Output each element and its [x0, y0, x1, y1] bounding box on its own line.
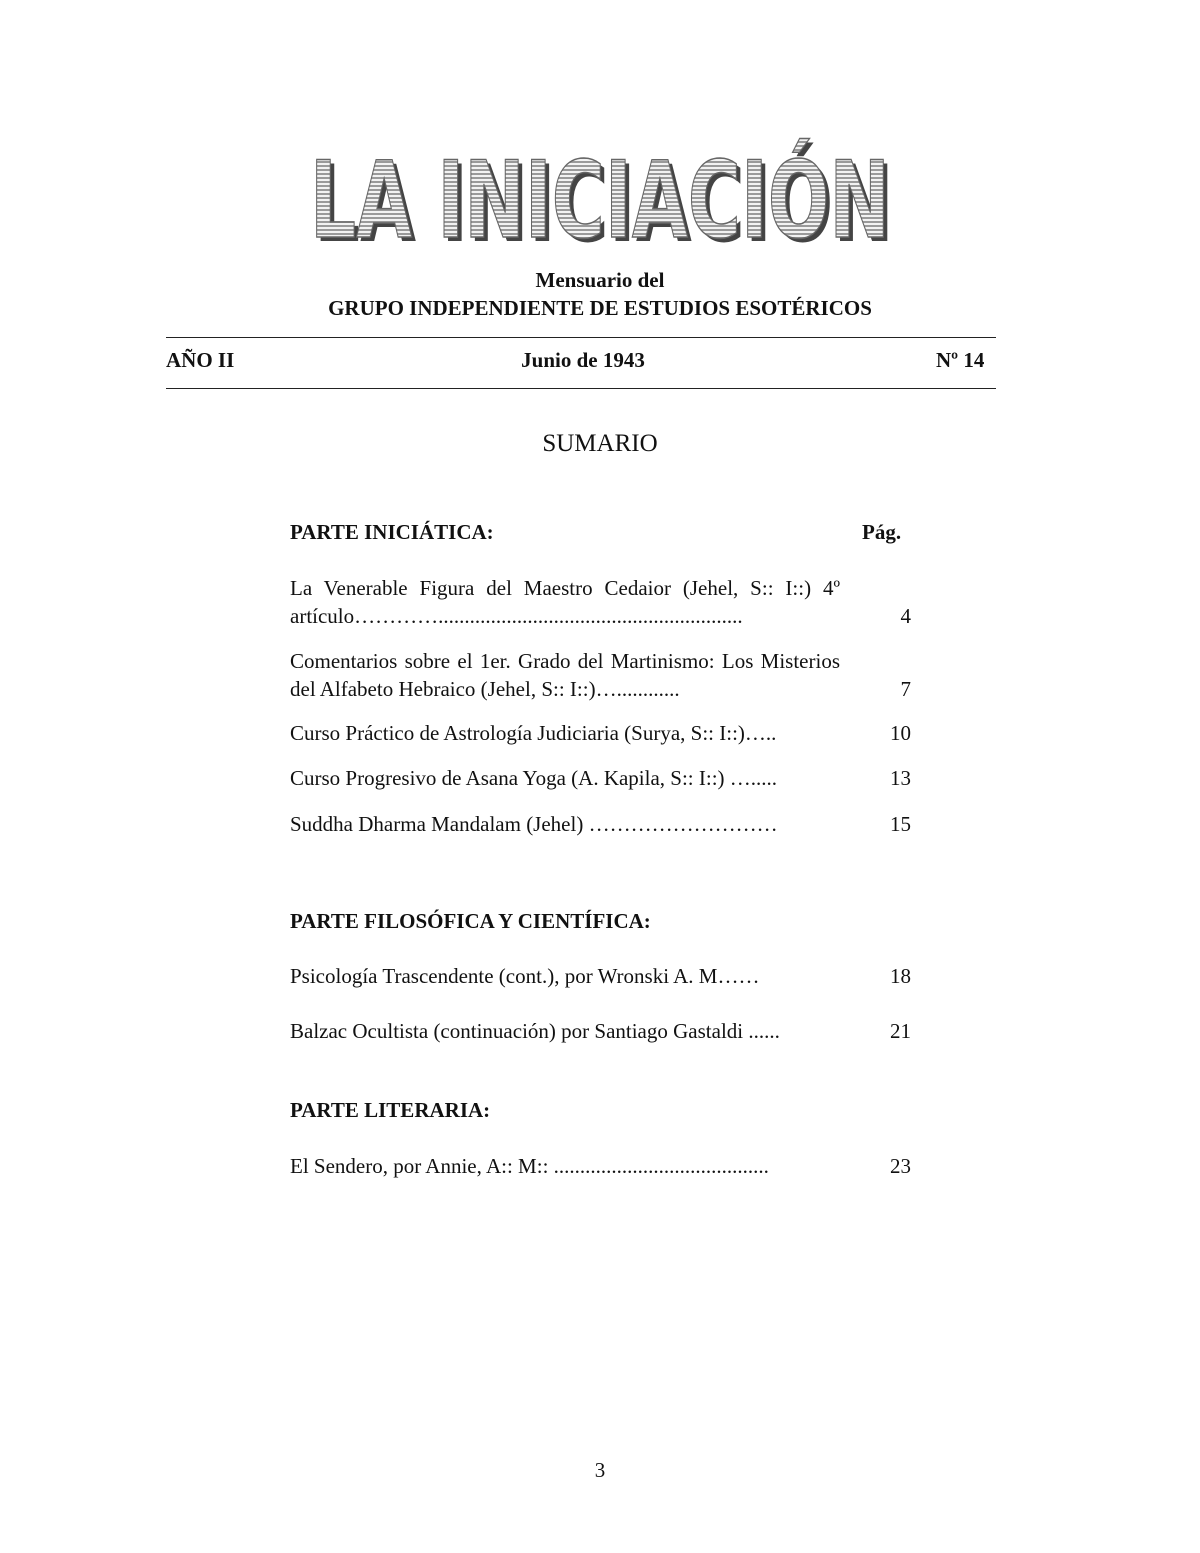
page-folio: 3: [594, 1458, 606, 1482]
toc-entry: Curso Práctico de Astrología Judiciaria (Surya, S:: I::)…..: [290, 721, 777, 745]
toc-entry: La Venerable Figura del Maestro Cedaior (Jehel, S:: I::) 4º artículo…………..........................................................: [290, 576, 840, 628]
header-rule-bottom: [166, 388, 996, 389]
publisher-name: GRUPO INDEPENDIENTE DE ESTUDIOS ESOTÉRICOS: [328, 296, 872, 320]
toc-entry: Psicología Trascendente (cont.), por Wronski A. M……: [290, 964, 760, 988]
toc-entry: Comentarios sobre el 1er. Grado del Martinismo: Los Misterios del Alfabeto Hebraico (Jehel, S:: I::)…............: [290, 649, 840, 701]
header-rule-top: [166, 337, 996, 338]
toc-entry: Curso Progresivo de Asana Yoga (A. Kapila, S:: I::) ….....: [290, 766, 778, 790]
toc-page-number: 7: [900, 677, 911, 701]
toc-page-number: 21: [890, 1019, 911, 1043]
masthead-shadow: LA INICIACIÓN: [314, 143, 894, 250]
toc-entry: El Sendero, por Annie, A:: M:: .........................................: [290, 1154, 769, 1178]
toc-entry: Balzac Ocultista (continuación) por Santiago Gastaldi ......: [290, 1019, 780, 1043]
toc-page-number: 4: [900, 604, 911, 628]
issue-year: AÑO II: [166, 348, 235, 372]
toc-page-number: 23: [890, 1154, 911, 1178]
section-heading: PARTE INICIÁTICA:: [290, 520, 494, 544]
issue-number: Nº 14: [936, 348, 985, 372]
page-column-label: Pág.: [862, 520, 902, 544]
toc-page-number: 15: [890, 812, 911, 836]
masthead-text: LA INICIACIÓN: [310, 139, 890, 250]
publication-subtitle: Mensuario del: [535, 268, 665, 292]
section-heading: PARTE LITERARIA:: [290, 1098, 491, 1122]
sumario-title: SUMARIO: [542, 430, 658, 457]
toc-page-number: 18: [890, 964, 911, 988]
masthead-title: [300, 135, 900, 250]
issue-date: Junio de 1943: [521, 348, 645, 372]
section-heading: PARTE FILOSÓFICA Y CIENTÍFICA:: [290, 909, 651, 933]
toc-page-number: 13: [890, 766, 911, 790]
toc-page-number: 10: [890, 721, 911, 745]
toc-entry: Suddha Dharma Mandalam (Jehel) ………………………: [290, 812, 778, 836]
